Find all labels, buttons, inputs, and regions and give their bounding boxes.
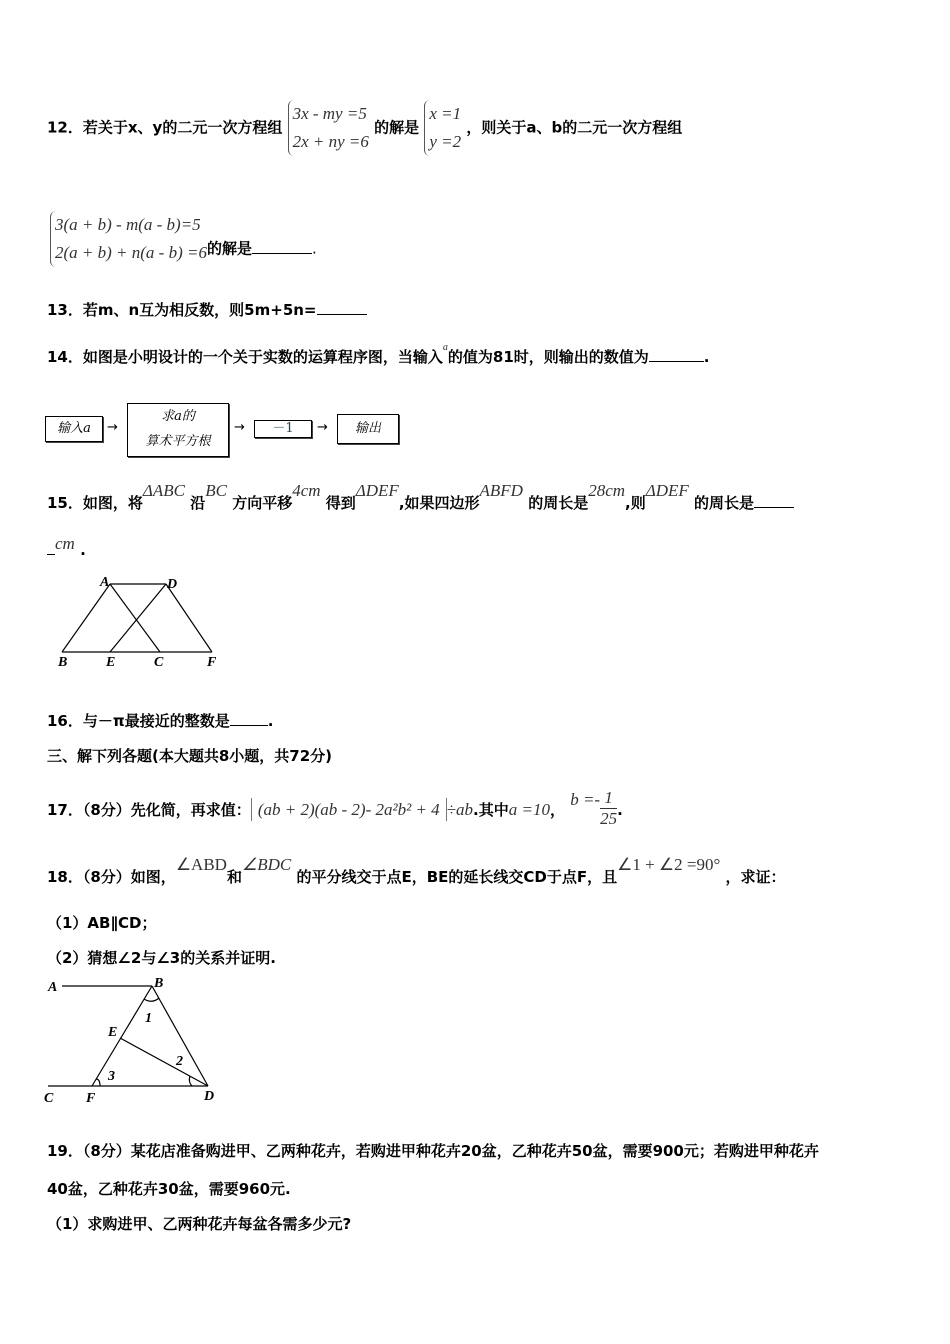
math-expression: (ab + 2)(ab - 2)- 2a²b² + 4 (251, 798, 447, 821)
box-text: 算术平方根 (145, 434, 211, 449)
q14-text: 的值为81时，则输出的数值为 (447, 348, 649, 366)
q17-text: 17．（8分）先化简，再求值： (47, 801, 251, 819)
question-16 (47, 710, 273, 731)
q18-text: 和 (226, 868, 242, 886)
comma: ， (549, 801, 565, 819)
flow-minus-one-box: －1 (254, 420, 312, 438)
q18-text: 18．（8分）如图， (47, 868, 176, 886)
flow-output-box: 输出 (337, 414, 399, 444)
q12-text: 的解是 (206, 239, 252, 258)
eq: 3x - my =5 (292, 104, 367, 123)
q19-part-1: （1）求购进甲、乙两种花卉每盆各需多少元? (47, 1215, 352, 1233)
eq: 3(a + b) - m(a - b)=5 (55, 215, 201, 234)
label-B: B (154, 976, 164, 991)
dot: . (312, 239, 317, 258)
numerator: 1 (600, 788, 617, 809)
arrow-icon: → (317, 420, 328, 435)
q18-text: 的平分线交于点E，BE的延长线交CD于点F，且 (296, 868, 618, 886)
math: a =10 (508, 800, 550, 819)
question-15-cont (47, 534, 86, 560)
label-angle-2: 2 (176, 1054, 183, 1069)
q15-text: ,则 (625, 494, 646, 512)
answer-blank (317, 314, 367, 315)
angle-figure (40, 972, 240, 1110)
label-D: D (167, 577, 178, 592)
math: ÷ab (446, 800, 474, 819)
label-E: E (106, 655, 116, 670)
q17-text: .其中 (473, 801, 509, 819)
eq: 2x + ny =6 (292, 132, 369, 151)
q18-text: ，求证： (725, 868, 786, 886)
math: ΔDEF (355, 481, 399, 500)
label-angle-3: 3 (108, 1069, 115, 1084)
arrow-icon: → (234, 420, 245, 435)
unit: cm (55, 534, 75, 553)
label-B: B (58, 655, 68, 670)
q15-text: 得到 (325, 494, 356, 512)
solution-system (424, 100, 461, 156)
q14-text: 14．如图是小明设计的一个关于实数的运算程序图，当输入 (47, 348, 443, 366)
q12-text: ，则关于a、b的二元一次方程组 (466, 118, 683, 137)
dot: . (267, 712, 274, 730)
label-E: E (108, 1025, 118, 1040)
label-D: D (204, 1089, 215, 1104)
q15-text: 沿 (190, 494, 206, 512)
answer-blank (47, 554, 55, 555)
var-a: a (442, 342, 448, 353)
math: 28cm (588, 481, 626, 500)
q13-text: 13．若m、n互为相反数，则5m+5n= (47, 301, 317, 319)
question-19-line-2: 40盆，乙种花卉30盆，需要960元. (47, 1180, 291, 1198)
equation-system-ab (50, 211, 207, 267)
question-19-line-1: 19．（8分）某花店准备购进甲、乙两种花卉，若购进甲种花卉20盆，乙种花卉50盆，需要900元；若购进甲种花卉 (47, 1142, 819, 1160)
question-13 (47, 299, 367, 320)
math: ΔDEF (645, 481, 689, 500)
eq: x =1 (429, 104, 462, 123)
q15-text: 的周长是 (528, 494, 589, 512)
eq: y =2 (429, 132, 462, 151)
equation-system-xy (288, 100, 369, 156)
label-F: F (207, 655, 217, 670)
flow-sqrt-box (127, 403, 229, 457)
math: ∠ABD (175, 855, 227, 874)
question-15 (47, 481, 794, 513)
box-text: 求a的 (161, 409, 195, 424)
flow-input-box: 输入a (45, 416, 103, 442)
q18-part-1: （1）AB∥CD； (47, 914, 157, 932)
denominator: 25 (600, 809, 618, 828)
fraction (600, 788, 617, 829)
answer-blank (252, 253, 312, 254)
label-A: A (48, 980, 58, 995)
question-14 (47, 342, 710, 367)
answer-blank (230, 725, 268, 726)
dot: . (80, 541, 86, 559)
math: ∠BDC (241, 855, 292, 874)
question-12-system-ab (50, 211, 317, 267)
q12-text: 12．若关于x、y的二元一次方程组 (47, 118, 283, 137)
math: ΔABC (142, 481, 185, 500)
dot: . (703, 348, 710, 366)
label-C: C (44, 1091, 54, 1106)
math: ABFD (479, 481, 523, 500)
q15-text: ,如果四边形 (398, 494, 480, 512)
section-heading: 三、解下列各题(本大题共8小题，共72分) (47, 747, 333, 765)
math: ∠1 + ∠2 =90° (617, 855, 721, 874)
label-F: F (86, 1091, 96, 1106)
q15-text: 15．如图，将 (47, 494, 143, 512)
question-18 (47, 855, 786, 887)
answer-blank (754, 507, 794, 508)
question-17 (47, 790, 623, 831)
math: b =- (570, 790, 601, 809)
label-C: C (154, 655, 164, 670)
question-12 (47, 100, 682, 156)
q16-text: 16．与－π最接近的整数是 (47, 712, 230, 730)
arrow-icon: → (107, 420, 118, 435)
translation-figure (50, 572, 230, 672)
eq: 2(a + b) + n(a - b) =6 (55, 243, 207, 262)
q18-part-2: （2）猜想∠2与∠3的关系并证明. (47, 949, 276, 967)
label-angle-1: 1 (145, 1011, 152, 1026)
label-A: A (100, 575, 110, 590)
math: BC (205, 481, 227, 500)
q15-text: 方向平移 (232, 494, 293, 512)
answer-blank (649, 361, 704, 362)
dot: . (617, 801, 623, 819)
math: 4cm (292, 481, 321, 500)
q15-text: 的周长是 (694, 494, 755, 512)
q12-text: 的解是 (374, 118, 420, 137)
